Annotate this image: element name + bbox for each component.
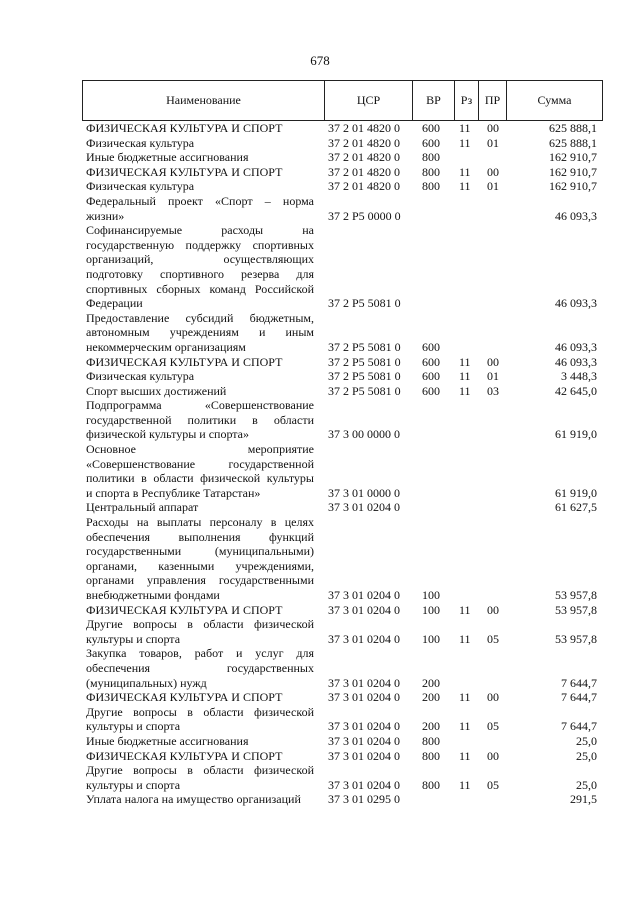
row-csr: 37 3 00 0000 0	[328, 427, 400, 442]
header-vr: ВР	[413, 81, 455, 120]
header-rz: Рз	[455, 81, 479, 120]
row-rz: 11	[459, 777, 471, 792]
row-pr: 00	[487, 354, 499, 369]
row-rz: 11	[459, 369, 471, 384]
row-vr: 800	[422, 733, 440, 748]
row-name: государственную поддержку спортивных	[86, 237, 314, 252]
row-name: Центральный аппарат	[86, 500, 199, 515]
row-name: внебюджетными фондами	[86, 588, 220, 602]
row-name: Подпрограмма «Совершенствование	[86, 398, 314, 413]
table-row	[82, 544, 603, 559]
table-row	[82, 282, 603, 297]
row-name: культуры и спорта	[86, 631, 181, 646]
row-vr: 200	[422, 675, 440, 690]
row-name: Предоставление субсидий бюджетным,	[86, 310, 314, 325]
row-vr: 600	[422, 354, 440, 369]
row-name: и спорта в Республике Татарстан»	[86, 485, 261, 500]
row-pr: 00	[487, 121, 499, 135]
table-row	[82, 515, 603, 530]
row-vr: 600	[422, 339, 440, 354]
row-vr: 100	[422, 602, 440, 617]
row-sum: 61 919,0	[555, 485, 597, 500]
row-rz: 11	[459, 164, 471, 179]
row-csr: 37 3 01 0000 0	[328, 485, 400, 500]
row-name: Закупка товаров, работ и услуг для	[86, 646, 314, 661]
header-csr: ЦСР	[325, 81, 413, 120]
table-row	[82, 559, 603, 574]
row-rz: 11	[459, 383, 471, 398]
row-pr: 01	[487, 179, 499, 194]
row-sum: 46 093,3	[555, 296, 597, 311]
row-name: политики в области физической культуры	[86, 471, 314, 486]
table-row	[82, 603, 603, 618]
table-row	[82, 136, 603, 151]
table-row	[82, 734, 603, 749]
table-row	[82, 705, 603, 720]
table-row	[82, 369, 603, 384]
row-csr: 37 2 01 4820 0	[328, 164, 400, 179]
row-vr: 800	[422, 748, 440, 763]
header-sum: Сумма	[537, 93, 572, 107]
table-body	[82, 121, 603, 807]
row-csr: 37 2 01 4820 0	[328, 135, 400, 150]
table-row	[82, 763, 603, 778]
table-row	[82, 690, 603, 705]
row-sum: 7 644,7	[561, 675, 597, 690]
row-vr: 600	[422, 383, 440, 398]
table-row	[82, 165, 603, 180]
row-vr: 200	[422, 690, 440, 705]
row-name: (муниципальных) нужд	[86, 675, 207, 690]
row-rz: 11	[459, 690, 471, 705]
row-name: обеспечения выполнения функций	[86, 529, 314, 544]
row-name: культуры и спорта	[86, 777, 181, 792]
table-row	[82, 749, 603, 764]
row-vr: 800	[422, 179, 440, 194]
row-sum: 42 645,0	[555, 383, 597, 398]
table-row	[82, 617, 603, 632]
row-pr: 00	[487, 602, 499, 617]
row-name: ФИЗИЧЕСКАЯ КУЛЬТУРА И СПОРТ	[86, 354, 283, 369]
row-name: Федеральный проект «Спорт – норма	[86, 193, 314, 208]
table-row	[82, 471, 603, 486]
table-row	[82, 398, 603, 413]
table-row	[82, 792, 603, 807]
row-csr: 37 2 P5 5081 0	[328, 296, 401, 311]
table-row	[82, 340, 603, 355]
row-sum: 291,5	[570, 792, 597, 807]
row-sum: 53 957,8	[555, 631, 597, 646]
row-csr: 37 2 01 4820 0	[328, 150, 400, 165]
row-sum: 625 888,1	[549, 135, 597, 150]
table-row	[82, 573, 603, 588]
row-rz: 11	[459, 121, 471, 135]
row-name: Физическая культура	[86, 135, 195, 150]
row-pr: 05	[487, 777, 499, 792]
table-row	[82, 442, 603, 457]
table-row	[82, 500, 603, 515]
table-row	[82, 267, 603, 282]
row-sum: 46 093,3	[555, 339, 597, 354]
table-row	[82, 296, 603, 311]
row-csr: 37 2 01 4820 0	[328, 121, 400, 135]
row-name: ФИЗИЧЕСКАЯ КУЛЬТУРА И СПОРТ	[86, 602, 283, 617]
row-rz: 11	[459, 719, 471, 734]
row-name: физической культуры и спорта»	[86, 427, 250, 442]
row-vr: 100	[422, 631, 440, 646]
row-csr: 37 2 P5 5081 0	[328, 369, 401, 384]
table-row	[82, 179, 603, 194]
row-rz: 11	[459, 354, 471, 369]
row-name: Другие вопросы в области физической	[86, 617, 314, 632]
row-name: Иные бюджетные ассигнования	[86, 733, 249, 748]
row-sum: 162 910,7	[549, 179, 597, 194]
table-row	[82, 676, 603, 691]
row-name: культуры и спорта	[86, 719, 181, 734]
row-name: Софинансируемые расходы на	[86, 223, 314, 238]
row-rz: 11	[459, 602, 471, 617]
row-name: Иные бюджетные ассигнования	[86, 150, 249, 165]
row-sum: 7 644,7	[561, 690, 597, 705]
row-pr: 03	[487, 383, 499, 398]
row-csr: 37 2 P5 0000 0	[328, 208, 401, 223]
row-csr: 37 3 01 0204 0	[328, 631, 400, 646]
table-row	[82, 355, 603, 370]
table-row	[82, 325, 603, 340]
row-sum: 61 919,0	[555, 427, 597, 442]
row-sum: 25,0	[576, 777, 597, 792]
row-name: Федерации	[86, 296, 143, 311]
table-row	[82, 223, 603, 238]
row-csr: 37 2 P5 5081 0	[328, 354, 401, 369]
row-sum: 53 957,8	[555, 588, 597, 602]
row-sum: 625 888,1	[549, 121, 597, 135]
row-name: органами, казенными учреждениями,	[86, 558, 314, 573]
row-sum: 61 627,5	[555, 500, 597, 515]
row-csr: 37 3 01 0204 0	[328, 690, 400, 705]
row-vr: 800	[422, 164, 440, 179]
header-name: Наименование	[83, 81, 325, 120]
table-row	[82, 588, 603, 603]
row-name: ФИЗИЧЕСКАЯ КУЛЬТУРА И СПОРТ	[86, 690, 283, 705]
row-vr: 600	[422, 121, 440, 135]
table-row	[82, 238, 603, 253]
row-name: органами управления государственными	[86, 573, 314, 588]
row-name: организаций, осуществляющих	[86, 252, 314, 267]
row-vr: 100	[422, 588, 440, 602]
table-row	[82, 252, 603, 267]
row-vr: 600	[422, 135, 440, 150]
row-rz: 11	[459, 631, 471, 646]
row-name: автономным учреждениям и иным	[86, 325, 314, 340]
row-sum: 7 644,7	[561, 719, 597, 734]
row-csr: 37 3 01 0204 0	[328, 675, 400, 690]
row-name: спортивных сборных команд Российской	[86, 281, 314, 296]
row-csr: 37 3 01 0204 0	[328, 602, 400, 617]
row-name: государственными (муниципальными)	[86, 544, 314, 559]
table-header	[82, 80, 603, 121]
row-sum: 46 093,3	[555, 354, 597, 369]
table-row	[82, 530, 603, 545]
table-row	[82, 427, 603, 442]
row-rz: 11	[459, 748, 471, 763]
row-name: ФИЗИЧЕСКАЯ КУЛЬТУРА И СПОРТ	[86, 121, 283, 135]
row-sum: 46 093,3	[555, 208, 597, 223]
header-pr: ПР	[479, 81, 507, 120]
table-row	[82, 632, 603, 647]
row-pr: 01	[487, 135, 499, 150]
row-pr: 01	[487, 369, 499, 384]
row-name: подготовку спортивного резерва для	[86, 266, 314, 281]
table-row	[82, 194, 603, 209]
row-pr: 05	[487, 631, 499, 646]
table-row	[82, 486, 603, 501]
page-number: 678	[310, 53, 330, 68]
row-pr: 00	[487, 748, 499, 763]
row-csr: 37 3 01 0204 0	[328, 500, 400, 515]
row-pr: 00	[487, 690, 499, 705]
row-csr: 37 3 01 0204 0	[328, 733, 400, 748]
row-csr: 37 3 01 0204 0	[328, 588, 400, 602]
table-row	[82, 719, 603, 734]
row-name: Другие вопросы в области физической	[86, 763, 314, 778]
row-sum: 162 910,7	[549, 150, 597, 165]
table-row	[82, 384, 603, 399]
row-csr: 37 2 01 4820 0	[328, 179, 400, 194]
table-row	[82, 413, 603, 428]
row-rz: 11	[459, 179, 471, 194]
row-sum: 53 957,8	[555, 602, 597, 617]
table-row	[82, 646, 603, 661]
row-name: государственной политики в области	[86, 412, 314, 427]
row-csr: 37 2 P5 5081 0	[328, 339, 401, 354]
row-pr: 00	[487, 164, 499, 179]
row-name: Расходы на выплаты персоналу в целях	[86, 515, 314, 530]
row-sum: 162 910,7	[549, 164, 597, 179]
table-row	[82, 121, 603, 136]
row-name: «Совершенствование государственной	[86, 456, 314, 471]
row-name: ФИЗИЧЕСКАЯ КУЛЬТУРА И СПОРТ	[86, 748, 283, 763]
row-csr: 37 2 P5 5081 0	[328, 383, 401, 398]
table-row	[82, 457, 603, 472]
row-vr: 800	[422, 150, 440, 165]
row-name: Другие вопросы в области физической	[86, 704, 314, 719]
row-sum: 3 448,3	[561, 369, 597, 384]
row-name: Спорт высших достижений	[86, 383, 227, 398]
row-name: некоммерческим организациям	[86, 339, 246, 354]
row-pr: 05	[487, 719, 499, 734]
row-csr: 37 3 01 0204 0	[328, 719, 400, 734]
table-row	[82, 778, 603, 793]
row-rz: 11	[459, 135, 471, 150]
table-row	[82, 661, 603, 676]
row-vr: 200	[422, 719, 440, 734]
row-name: Физическая культура	[86, 179, 195, 194]
table-row	[82, 209, 603, 224]
row-name: Основное мероприятие	[86, 442, 314, 457]
row-csr: 37 3 01 0204 0	[328, 748, 400, 763]
row-name: Уплата налога на имущество организаций	[86, 792, 301, 807]
row-sum: 25,0	[576, 733, 597, 748]
table-row	[82, 150, 603, 165]
row-vr: 800	[422, 777, 440, 792]
row-sum: 25,0	[576, 748, 597, 763]
row-vr: 600	[422, 369, 440, 384]
row-name: ФИЗИЧЕСКАЯ КУЛЬТУРА И СПОРТ	[86, 164, 283, 179]
row-csr: 37 3 01 0204 0	[328, 777, 400, 792]
row-name: Физическая культура	[86, 369, 195, 384]
table-row	[82, 311, 603, 326]
row-name: обеспечения государственных	[86, 660, 314, 675]
row-name: жизни»	[86, 208, 125, 223]
row-csr: 37 3 01 0295 0	[328, 792, 400, 807]
